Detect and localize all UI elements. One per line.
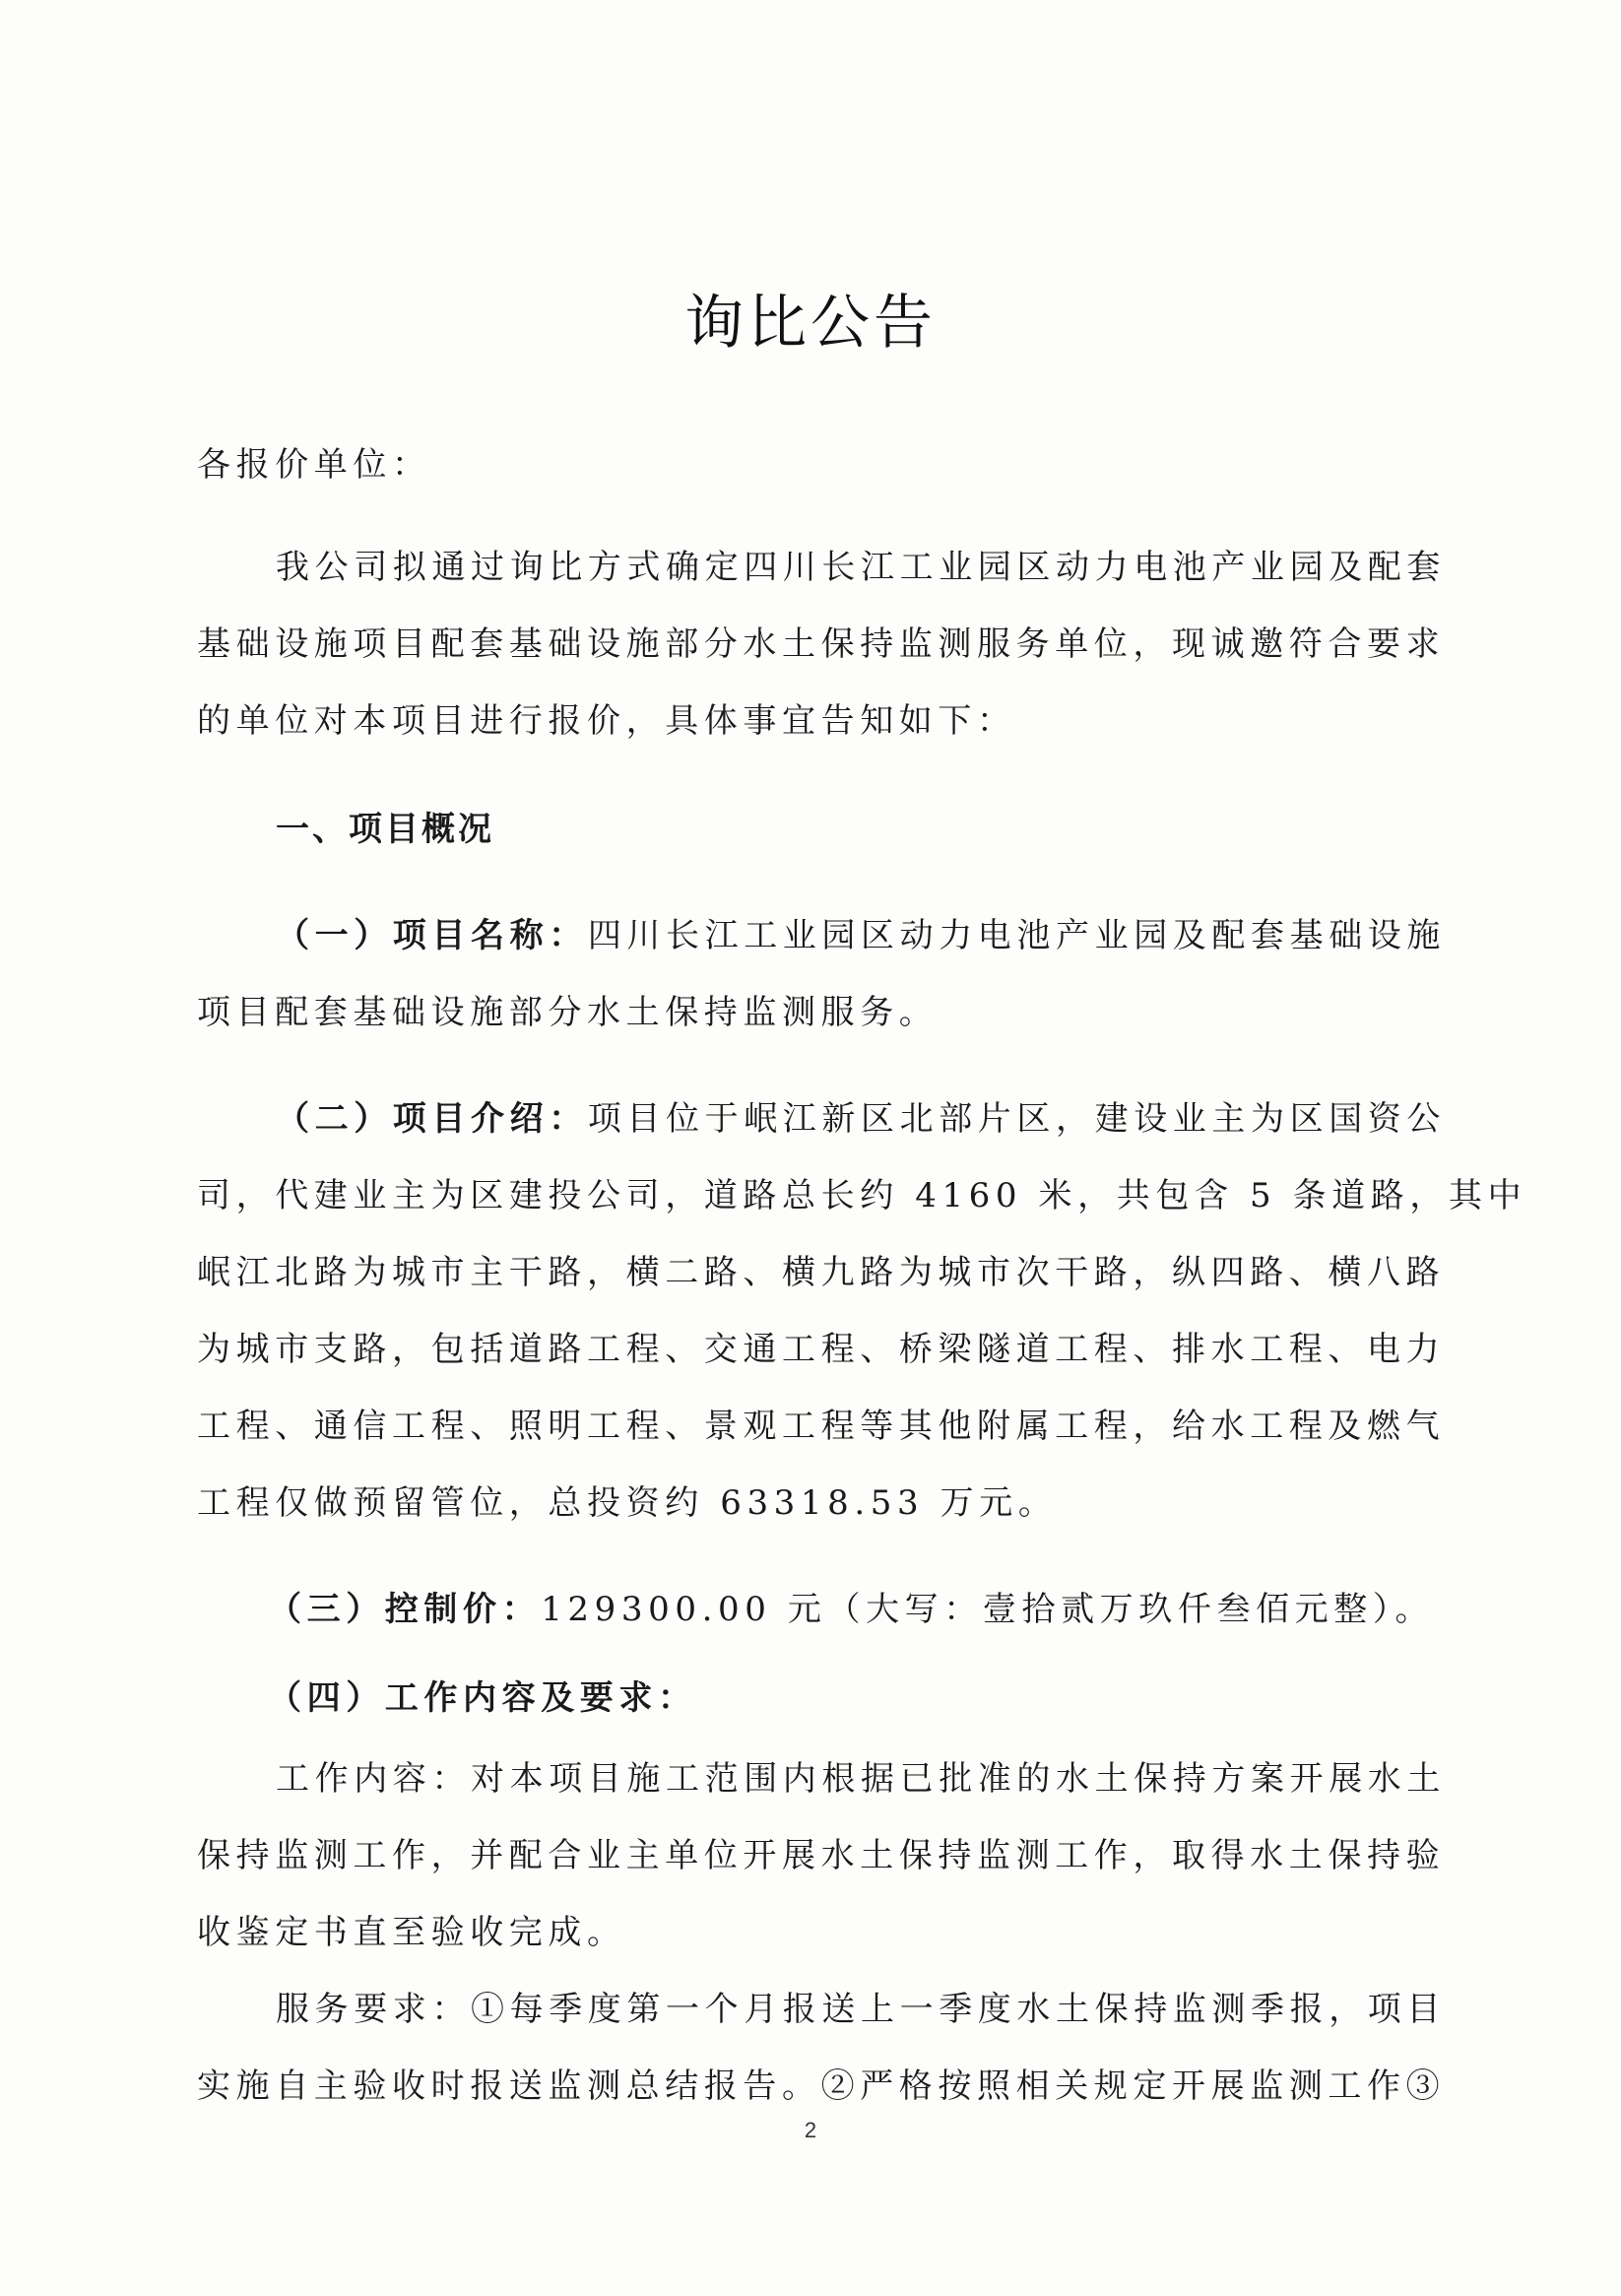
page-title: 询比公告 <box>684 289 937 358</box>
item1-text-1: 四川长江工业园区动力电池产业园及配套基础设施 <box>587 916 1447 955</box>
item3-line <box>268 1586 1499 1633</box>
work-line-1: 工作内容：对本项目施工范围内根据已批准的水土保持方案开展水土 <box>276 1759 1446 1799</box>
item2-text-1: 项目位于岷江新区北部片区，建设业主为区国资公 <box>587 1099 1447 1139</box>
item2-line-5: 工程、通信工程、照明工程、景观工程等其他附属工程，给水工程及燃气 <box>197 1407 1446 1446</box>
intro-line-3: 的单位对本项目进行报价，具体事宜告知如下： <box>197 701 1016 741</box>
item2-label: （二）项目介绍： <box>276 1099 588 1139</box>
work-line-3: 收鉴定书直至验收完成。 <box>197 1913 626 1952</box>
item4-line <box>268 1674 1499 1722</box>
item1-line-1 <box>276 912 1447 959</box>
salutation: 各报价单位： <box>197 445 431 485</box>
work-line-2: 保持监测工作，并配合业主单位开展水土保持监测工作，取得水土保持验 <box>197 1836 1446 1875</box>
intro-line-2: 基础设施项目配套基础设施部分水土保持监测服务单位，现诚邀符合要求 <box>197 624 1446 664</box>
item2-line-1 <box>276 1095 1447 1143</box>
page-number: 2 <box>804 2118 817 2142</box>
section-heading: 一、项目概况 <box>276 810 494 849</box>
item1-line-2: 项目配套基础设施部分水土保持监测服务。 <box>197 993 939 1032</box>
intro-line-1: 我公司拟通过询比方式确定四川长江工业园区动力电池产业园及配套 <box>276 548 1446 587</box>
item3-label: （三）控制价： <box>268 1590 542 1629</box>
item1-label: （一）项目名称： <box>276 916 588 955</box>
item3-text: 129300.00 元（大写：壹拾贰万玖仟叁佰元整）。 <box>541 1590 1435 1629</box>
service-line-2: 实施自主验收时报送监测总结报告。②严格按照相关规定开展监测工作③ <box>197 2066 1446 2106</box>
item2-line-4: 为城市支路，包括道路工程、交通工程、桥梁隧道工程、排水工程、电力 <box>197 1330 1446 1369</box>
item4-label: （四）工作内容及要求： <box>268 1678 697 1718</box>
service-line-1: 服务要求：①每季度第一个月报送上一季度水土保持监测季报，项目 <box>276 1990 1446 2029</box>
item2-line-2: 司，代建业主为区建投公司，道路总长约 4160 米，共包含 5 条道路，其中 <box>197 1176 1527 1215</box>
item2-line-6: 工程仅做预留管位，总投资约 63318.53 万元。 <box>197 1483 1058 1523</box>
item2-line-3: 岷江北路为城市主干路，横二路、横九路为城市次干路，纵四路、横八路 <box>197 1253 1446 1292</box>
